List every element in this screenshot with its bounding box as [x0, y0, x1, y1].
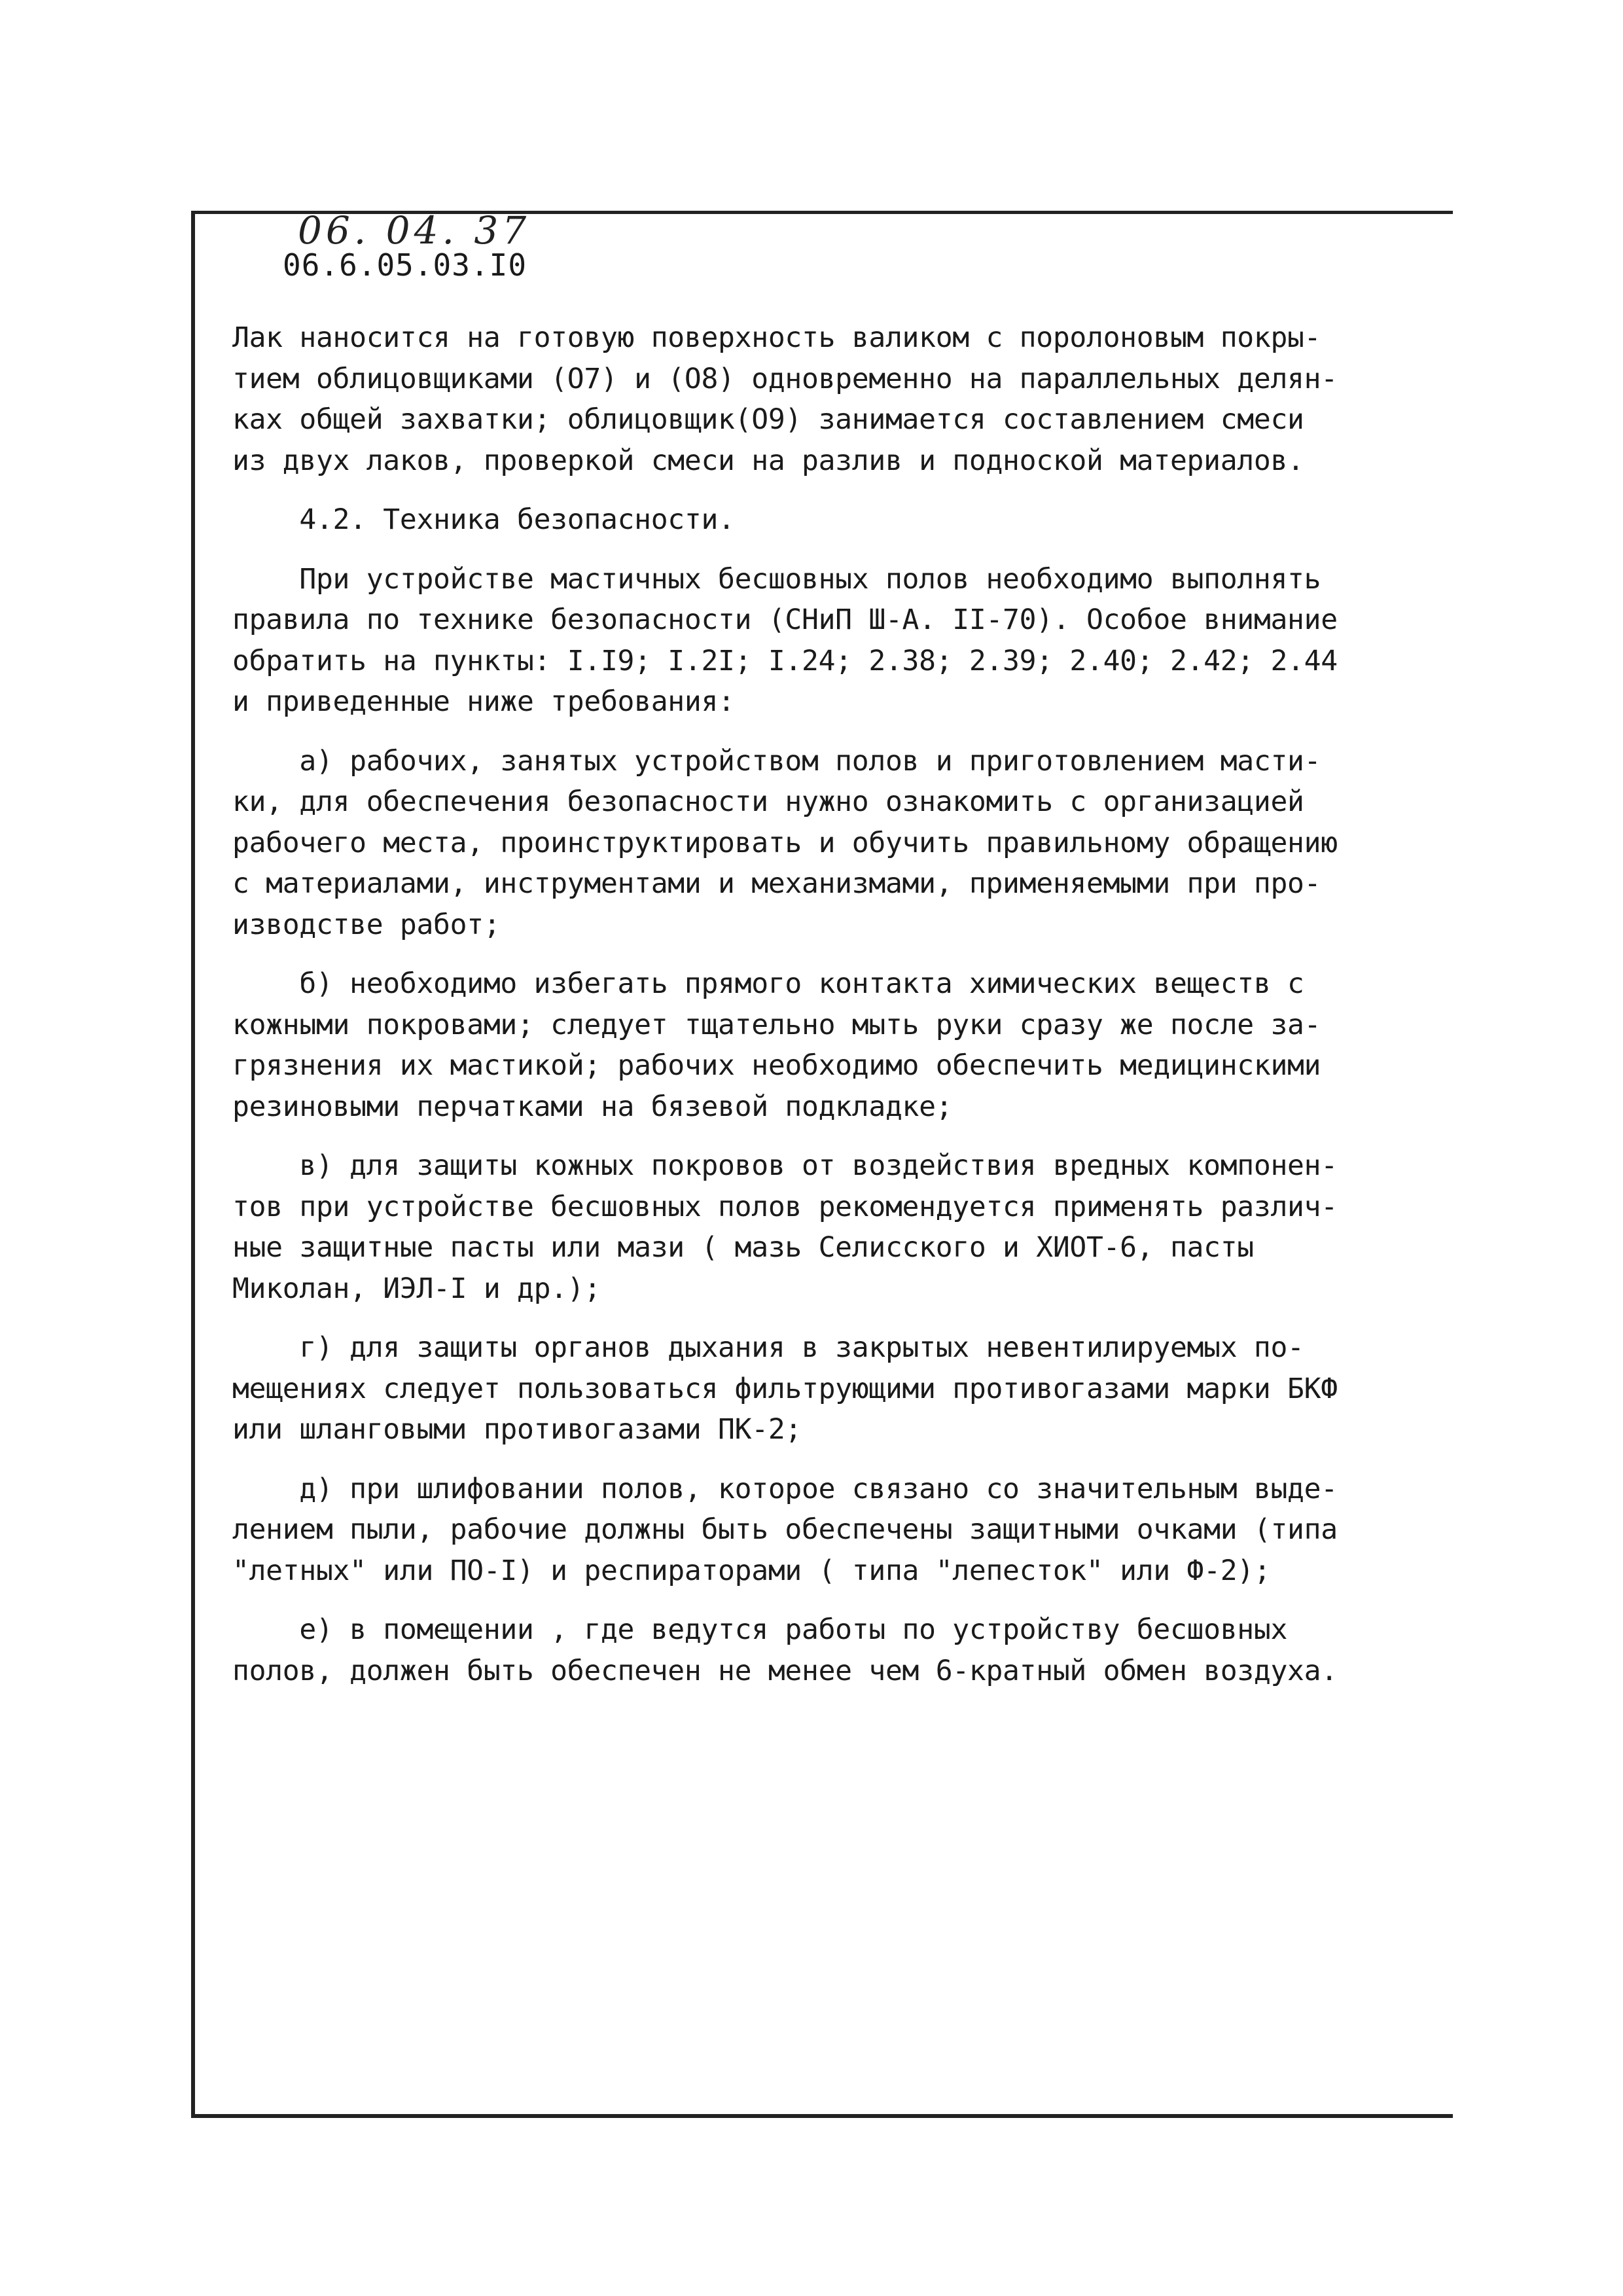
text-line: а) рабочих, занятых устройством полов и приготовлением масти- [232, 744, 1321, 778]
text-line: грязнения их мастикой; рабочих необходимо обеспечить медицинскими [232, 1049, 1321, 1082]
text-line: рабочего места, проинструктировать и обучить правильному обращению [232, 826, 1338, 859]
document-code: 06.6.05.03.I0 [283, 247, 527, 283]
text-line: и приведенные ниже требования: [232, 685, 735, 718]
text-line: ках общей захватки; облицовщик(О9) занимается составлением смеси [232, 403, 1304, 436]
text-line: резиновыми перчатками на бязевой подкладке; [232, 1090, 953, 1123]
text-line: б) необходимо избегать прямого контакта химических веществ с [232, 967, 1304, 1000]
text-line: ки, для обеспечения безопасности нужно ознакомить с организацией [232, 785, 1304, 818]
text-line: Миколан, ИЭЛ-I и др.); [232, 1272, 601, 1305]
item-e [232, 1609, 1384, 1691]
text-line: е) в помещении , где ведутся работы по устройству бесшовных [232, 1613, 1288, 1646]
text-line: обратить на пункты: I.I9; I.2I; I.24; 2.38; 2.39; 2.40; 2.42; 2.44 [232, 644, 1338, 677]
section-heading [232, 499, 1384, 541]
text-line: полов, должен быть обеспечен не менее чем 6-кратный обмен воздуха. [232, 1654, 1338, 1687]
item-d [232, 1469, 1384, 1592]
text-line: г) для защиты органов дыхания в закрытых невентилируемых по- [232, 1331, 1304, 1364]
text-line: кожными покровами; следует тщательно мыть руки сразу же после за- [232, 1008, 1321, 1041]
text-line: изводстве работ; [232, 908, 501, 941]
item-b [232, 963, 1384, 1127]
heading-text: 4.2. Техника безопасности. [299, 503, 735, 536]
paragraph-lacquer [232, 317, 1384, 481]
text-line: д) при шлифовании полов, которое связано со значительным выде- [232, 1472, 1338, 1505]
text-line: тов при устройстве бесшовных полов рекомендуется применять различ- [232, 1190, 1338, 1223]
frame-left-border [191, 211, 195, 2117]
text-line: мещениях следует пользоваться фильтрующими противогазами марки БКФ [232, 1372, 1338, 1405]
text-line: тием облицовщиками (О7) и (О8) одновременно на параллельных делян- [232, 362, 1338, 395]
paragraph-safety-rules [232, 559, 1384, 723]
handwritten-code: 06. 04. 37 [298, 208, 531, 253]
text-line: в) для защиты кожных покровов от воздействия вредных компонен- [232, 1149, 1338, 1182]
text-line: правила по технике безопасности (СНиП Ш-А. II-70). Особое внимание [232, 603, 1338, 636]
text-line: лением пыли, рабочие должны быть обеспечены защитными очками (типа [232, 1513, 1338, 1546]
text-line: При устройстве мастичных бесшовных полов необходимо выполнять [232, 562, 1321, 596]
frame-bottom-border [191, 2114, 1453, 2118]
document-body [232, 317, 1384, 1710]
item-g [232, 1327, 1384, 1450]
item-a [232, 741, 1384, 946]
text-line: с материалами, инструментами и механизмами, применяемыми при про- [232, 867, 1321, 900]
text-line: из двух лаков, проверкой смеси на разлив и подноской материалов. [232, 444, 1304, 477]
item-v [232, 1145, 1384, 1309]
text-line: или шланговыми противогазами ПК-2; [232, 1413, 802, 1446]
text-line: Лак наносится на готовую поверхность валиком с поролоновым покры- [232, 321, 1321, 354]
text-line: ные защитные пасты или мази ( мазь Селисского и ХИОТ-6, пасты [232, 1231, 1254, 1264]
text-line: "летных" или ПО-I) и респираторами ( типа "лепесток" или Ф-2); [232, 1554, 1271, 1587]
